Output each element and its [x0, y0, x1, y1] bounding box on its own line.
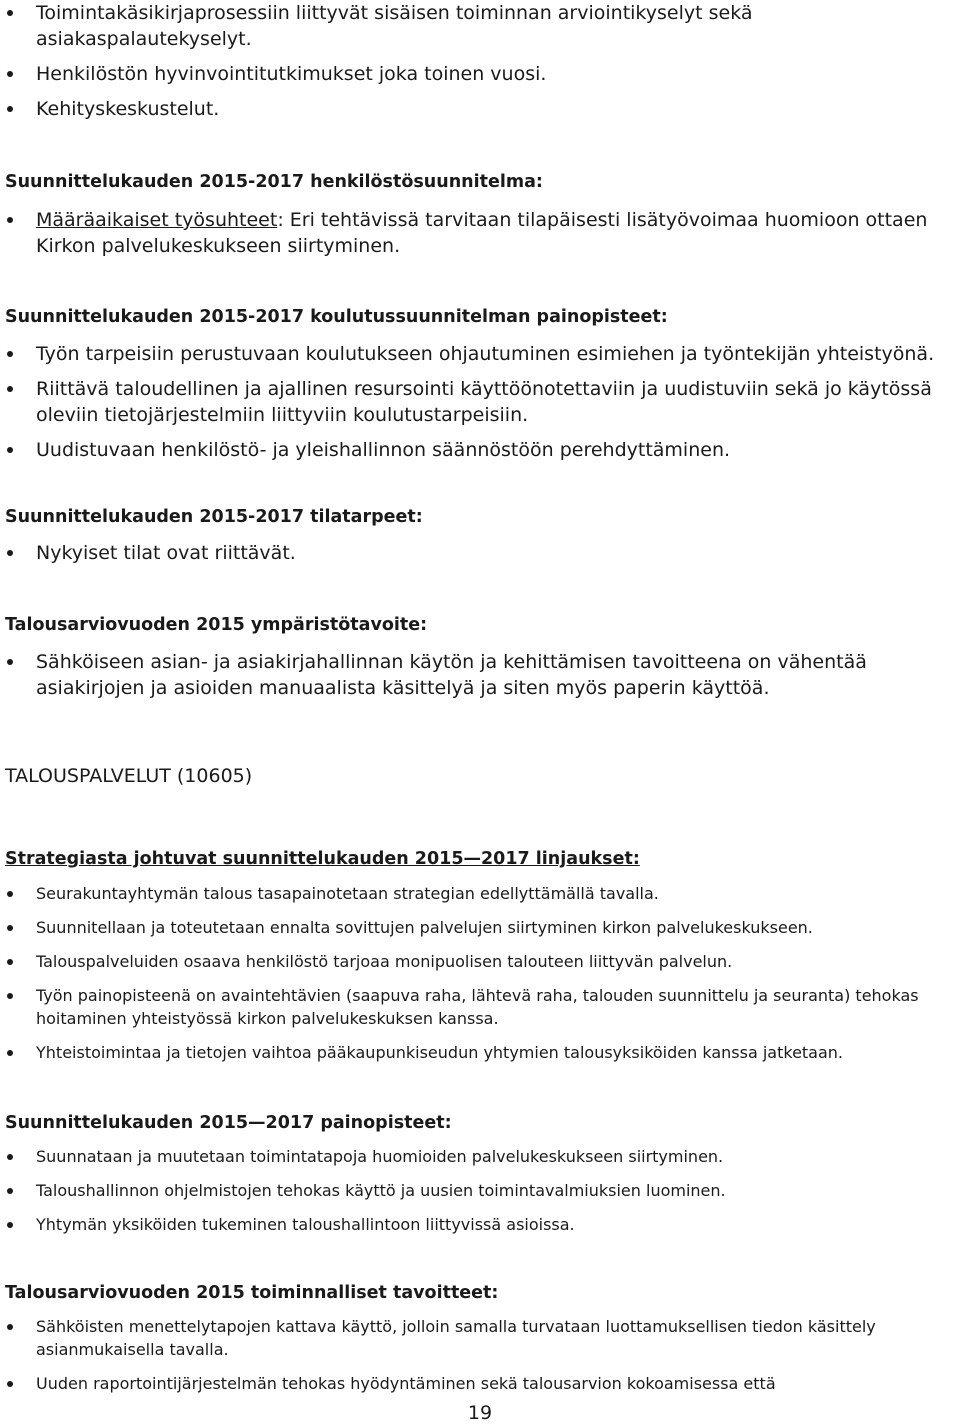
bullet-list [0, 649, 952, 701]
list-item: Yhteistoimintaa ja tietojen vaihtoa pääkaupunkiseudun yhtymien talousyksiköiden kanssa jatketaan. [0, 1041, 952, 1064]
list-item: Talouspalveluiden osaava henkilöstö tarjoaa monipuolisen talouteen liittyvän palvelun. [0, 950, 952, 973]
bullet-list [0, 207, 952, 259]
section-heading: Talousarviovuoden 2015 toiminnalliset tavoitteet: [5, 1283, 499, 1303]
section-heading: Suunnittelukauden 2015-2017 tilatarpeet: [5, 507, 423, 527]
list-item: Sähköisten menettelytapojen kattava käyttö, jolloin samalla turvataan luottamuksellisen tiedon käsittely asianmukaisella tavalla. [0, 1315, 952, 1361]
bullet-list [0, 1145, 952, 1236]
bullet-list [0, 882, 952, 1064]
section-heading: Suunnittelukauden 2015—2017 painopisteet: [5, 1113, 452, 1133]
list-item: Taloushallinnon ohjelmistojen tehokas käyttö ja uusien toimintavalmiuksien luominen. [0, 1179, 952, 1202]
department-title: TALOUSPALVELUT (10605) [5, 765, 253, 787]
list-item-text: : Eri tehtävissä tarvitaan tilapäisesti lisätyövoimaa huomioon ottaen Kirkon palvelukeskukseen siirtyminen. [36, 209, 928, 257]
list-item: Toimintakäsikirjaprosessiin liittyvät sisäisen toiminnan arviointikyselyt sekä asiakaspalautekyselyt. [0, 0, 952, 52]
bullet-list [0, 341, 952, 463]
list-item: Suunnitellaan ja toteutetaan ennalta sovittujen palvelujen siirtyminen kirkon palvelukeskukseen. [0, 916, 952, 939]
list-item: Riittävä taloudellinen ja ajallinen resursointi käyttöönotettaviin ja uudistuviin sekä jo käytössä oleviin tietojärjestelmiin liittyviin koulutustarpeisiin. [0, 376, 952, 428]
page-number: 19 [467, 1402, 493, 1424]
bullet-list [0, 0, 952, 122]
section-heading: Suunnittelukauden 2015-2017 henkilöstösuunnitelma: [5, 172, 543, 192]
list-item: Työn painopisteenä on avaintehtävien (saapuva raha, lähtevä raha, talouden suunnittelu ja seuranta) tehokas hoitaminen yhteistyössä kirkon palvelukeskuksen kanssa. [0, 984, 952, 1030]
section-heading: Strategiasta johtuvat suunnittelukauden 2015—2017 linjaukset: [5, 849, 640, 869]
bullet-list [0, 540, 952, 566]
list-item: Kehityskeskustelut. [0, 96, 952, 122]
list-item: Uuden raportointijärjestelmän tehokas hyödyntäminen sekä talousarvion kokoamisessa että [0, 1372, 952, 1395]
list-item: Yhtymän yksiköiden tukeminen taloushallintoon liittyvissä asioissa. [0, 1213, 952, 1236]
list-item: Henkilöstön hyvinvointitutkimukset joka toinen vuosi. [0, 61, 952, 87]
list-item [0, 207, 952, 259]
list-item: Seurakuntayhtymän talous tasapainotetaan strategian edellyttämällä tavalla. [0, 882, 952, 905]
list-item: Nykyiset tilat ovat riittävät. [0, 540, 952, 566]
bullet-list [0, 1315, 952, 1395]
section-heading: Talousarviovuoden 2015 ympäristötavoite: [5, 615, 428, 635]
list-item: Uudistuvaan henkilöstö- ja yleishallinnon säännöstöön perehdyttäminen. [0, 437, 952, 463]
list-item: Sähköiseen asian- ja asiakirjahallinnan käytön ja kehittämisen tavoitteena on vähentää asiakirjojen ja asioiden manuaalista käsittelyä ja siten myös paperin käyttöä. [0, 649, 952, 701]
section-heading: Suunnittelukauden 2015-2017 koulutussuunnitelman painopisteet: [5, 307, 668, 327]
list-item-lead: Määräaikaiset työsuhteet [36, 209, 278, 231]
list-item: Suunnataan ja muutetaan toimintatapoja huomioiden palvelukeskukseen siirtyminen. [0, 1145, 952, 1168]
list-item: Työn tarpeisiin perustuvaan koulutukseen ohjautuminen esimiehen ja työntekijän yhteistyönä. [0, 341, 952, 367]
